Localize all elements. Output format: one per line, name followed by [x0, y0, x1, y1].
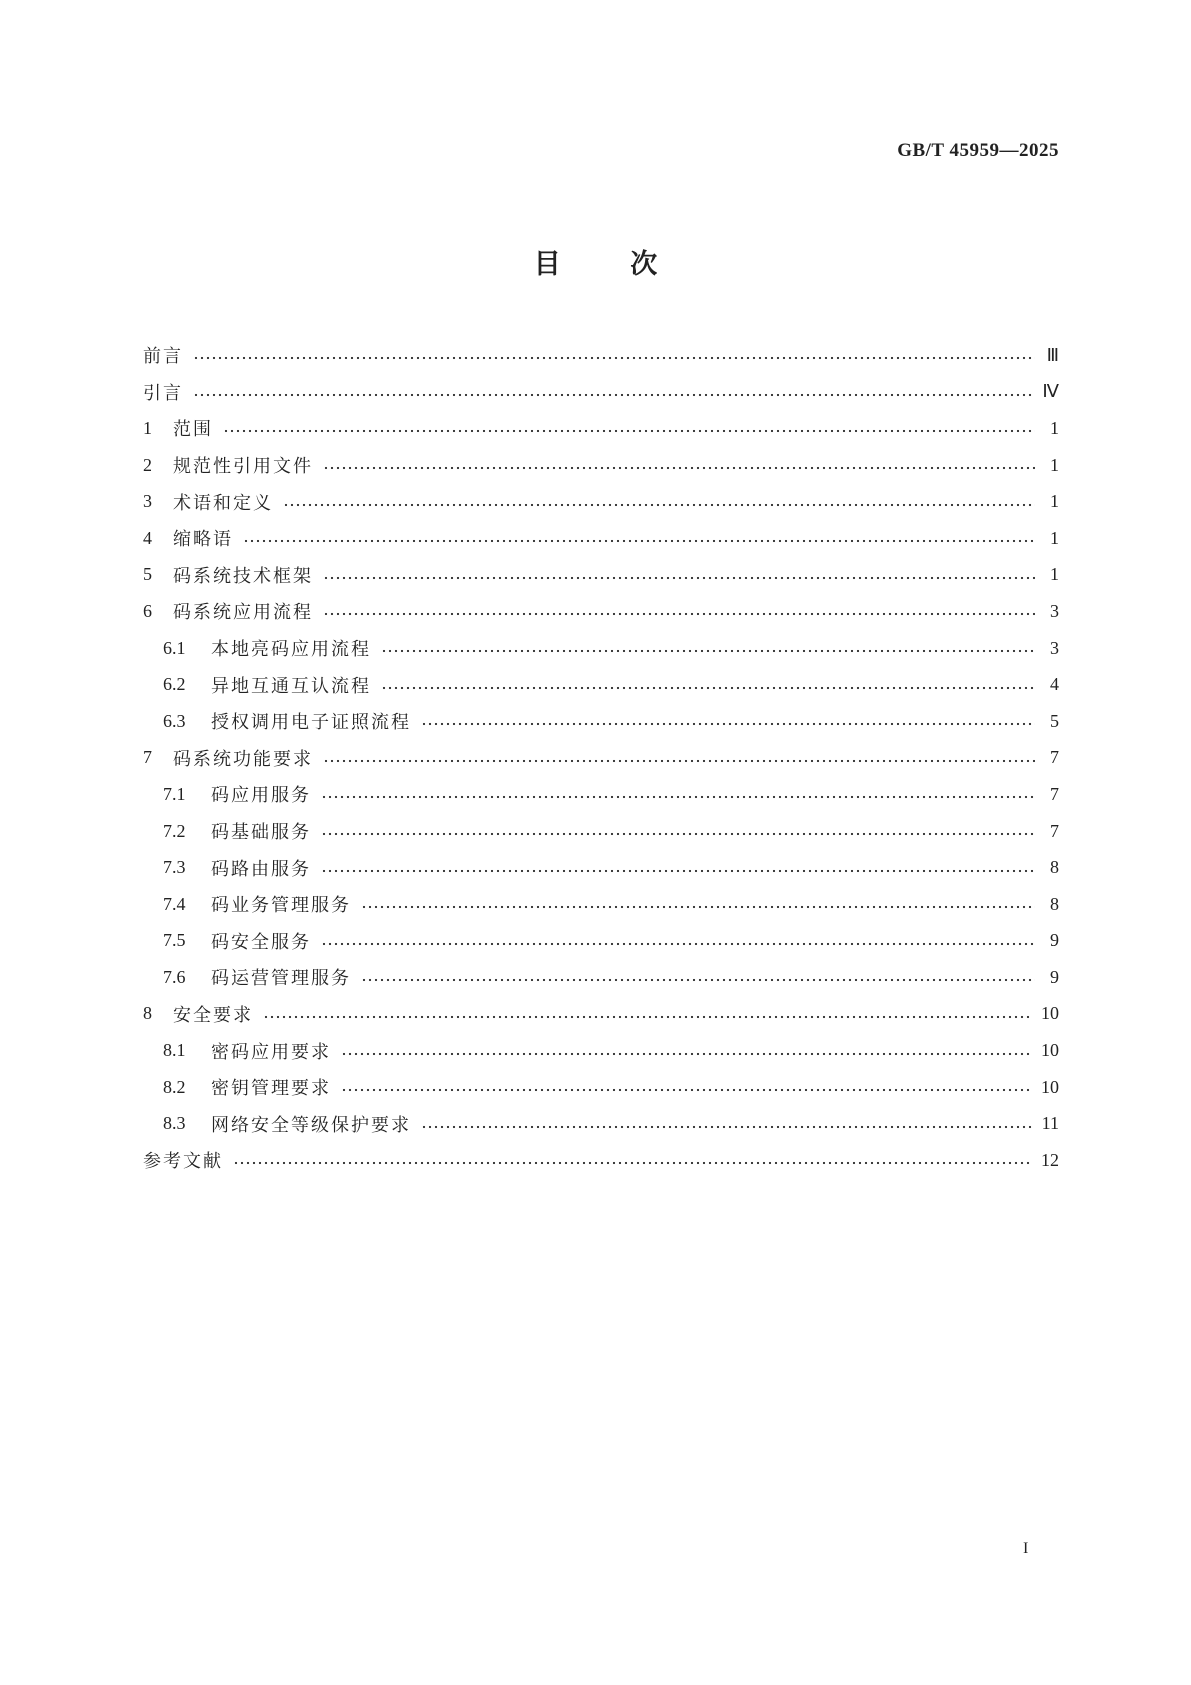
toc-entry-label: 码安全服务: [211, 931, 311, 953]
toc-entry-label: 码业务管理服务: [211, 895, 351, 917]
toc-entry-number: 6.1: [163, 637, 186, 658]
toc-entry-page: 12: [1041, 1149, 1059, 1170]
toc-entry[interactable]: [143, 447, 1059, 484]
toc-entry-label: 网络安全等级保护要求: [211, 1114, 411, 1136]
toc-entry-page: 3: [1050, 600, 1059, 621]
toc-entry-page: Ⅳ: [1042, 381, 1059, 402]
toc-entry-page: 7: [1050, 783, 1059, 804]
toc-entry-page: 5: [1050, 710, 1059, 731]
dot-leader: [321, 795, 1035, 799]
dot-leader: [323, 759, 1035, 763]
toc-entry-label: 码系统技术框架: [173, 565, 313, 587]
toc-entry-number: 7.3: [163, 857, 186, 878]
toc-entry[interactable]: [143, 776, 1059, 813]
toc-entry-number: 7: [143, 747, 152, 768]
toc-entry-number: 6.2: [163, 674, 186, 695]
toc-entry-label: 缩略语: [173, 529, 233, 551]
toc-entry-page: 1: [1050, 491, 1059, 512]
toc-entry-number: 4: [143, 527, 152, 548]
dot-leader: [323, 466, 1035, 470]
toc-entry-label: 范围: [173, 419, 213, 441]
toc-entry-number: 1: [143, 417, 152, 438]
toc-entry-page: 7: [1050, 747, 1059, 768]
toc-entry[interactable]: [143, 593, 1059, 630]
toc-entry-page: 8: [1050, 857, 1059, 878]
toc-entry-number: 2: [143, 454, 152, 475]
table-of-contents: [143, 337, 1059, 1179]
toc-entry[interactable]: [143, 923, 1059, 960]
toc-entry-number: 8.1: [163, 1040, 186, 1061]
dot-leader: [323, 576, 1035, 580]
toc-entry-label: 码基础服务: [211, 822, 311, 844]
dot-leader: [321, 942, 1035, 946]
toc-entry-label: 码运营管理服务: [211, 968, 351, 990]
dot-leader: [321, 832, 1035, 836]
toc-entry-label: 密码应用要求: [211, 1041, 331, 1063]
dot-leader: [193, 356, 1035, 360]
toc-entry[interactable]: [143, 337, 1059, 374]
toc-entry-label: 前言: [143, 346, 183, 368]
toc-entry[interactable]: [143, 1069, 1059, 1106]
toc-entry[interactable]: [143, 1142, 1059, 1179]
dot-leader: [223, 429, 1035, 433]
toc-entry-label: 密钥管理要求: [211, 1078, 331, 1100]
toc-entry-label: 码系统应用流程: [173, 602, 313, 624]
toc-entry-label: 码路由服务: [211, 858, 311, 880]
dot-leader: [361, 905, 1035, 909]
toc-entry[interactable]: [143, 849, 1059, 886]
dot-leader: [421, 722, 1035, 726]
toc-entry-label: 引言: [143, 382, 183, 404]
title-char: 目: [533, 249, 561, 280]
toc-entry[interactable]: [143, 813, 1059, 850]
dot-leader: [193, 393, 1032, 397]
toc-entry-number: 3: [143, 491, 152, 512]
page-number: I: [1023, 1540, 1029, 1557]
toc-entry-label: 安全要求: [173, 1004, 253, 1026]
toc-entry-page: 10: [1041, 1003, 1059, 1024]
toc-entry-label: 术语和定义: [173, 492, 273, 514]
dot-leader: [263, 1015, 1031, 1019]
toc-entry-number: 8: [143, 1003, 152, 1024]
dot-leader: [233, 1161, 1031, 1165]
toc-entry-page: 10: [1041, 1040, 1059, 1061]
toc-entry[interactable]: [143, 996, 1059, 1033]
dot-leader: [381, 649, 1035, 653]
toc-entry-page: 4: [1050, 674, 1059, 695]
toc-entry[interactable]: [143, 1105, 1059, 1142]
toc-entry[interactable]: [143, 740, 1059, 777]
toc-entry-page: 7: [1050, 820, 1059, 841]
toc-entry[interactable]: [143, 630, 1059, 667]
toc-entry-label: 异地互通互认流程: [211, 675, 371, 697]
toc-entry-number: 7.4: [163, 893, 186, 914]
toc-entry-label: 本地亮码应用流程: [211, 639, 371, 661]
toc-entry-number: 7.2: [163, 820, 186, 841]
dot-leader: [283, 503, 1035, 507]
toc-entry-number: 6: [143, 600, 152, 621]
toc-entry-page: 9: [1050, 966, 1059, 987]
toc-entry-number: 7.1: [163, 783, 186, 804]
dot-leader: [421, 1125, 1032, 1129]
toc-entry-page: 8: [1050, 893, 1059, 914]
dot-leader: [361, 978, 1035, 982]
toc-entry[interactable]: [143, 666, 1059, 703]
toc-entry-page: 1: [1050, 564, 1059, 585]
toc-entry[interactable]: [143, 483, 1059, 520]
title-char: 次: [630, 249, 658, 280]
toc-entry-page: Ⅲ: [1046, 344, 1059, 365]
toc-entry-page: 10: [1041, 1076, 1059, 1097]
toc-entry-label: 码应用服务: [211, 785, 311, 807]
toc-entry-page: 1: [1050, 417, 1059, 438]
toc-entry[interactable]: [143, 557, 1059, 594]
toc-entry[interactable]: [143, 703, 1059, 740]
toc-entry-number: 8.2: [163, 1076, 186, 1097]
toc-entry-page: 11: [1041, 1113, 1059, 1134]
toc-entry-number: 5: [143, 564, 152, 585]
toc-entry[interactable]: [143, 520, 1059, 557]
toc-entry-page: 9: [1050, 930, 1059, 951]
toc-entry-label: 规范性引用文件: [173, 456, 313, 478]
document-code: GB/T 45959—2025: [897, 140, 1059, 161]
toc-entry-number: 7.6: [163, 966, 186, 987]
toc-entry-label: 码系统功能要求: [173, 748, 313, 770]
toc-entry[interactable]: [143, 1032, 1059, 1069]
toc-entry-label: 授权调用电子证照流程: [211, 712, 411, 734]
toc-entry[interactable]: [143, 410, 1059, 447]
dot-leader: [381, 686, 1035, 690]
toc-entry[interactable]: [143, 374, 1059, 411]
toc-entry-number: 7.5: [163, 930, 186, 951]
dot-leader: [243, 539, 1035, 543]
dot-leader: [341, 1052, 1031, 1056]
toc-entry-page: 3: [1050, 637, 1059, 658]
toc-entry-label: 参考文献: [143, 1151, 223, 1173]
dot-leader: [321, 869, 1035, 873]
toc-entry-page: 1: [1050, 454, 1059, 475]
page-title: [0, 242, 1191, 281]
toc-entry-number: 6.3: [163, 710, 186, 731]
dot-leader: [341, 1088, 1031, 1092]
toc-entry-number: 8.3: [163, 1113, 186, 1134]
dot-leader: [323, 612, 1035, 616]
toc-entry[interactable]: [143, 886, 1059, 923]
toc-entry[interactable]: [143, 959, 1059, 996]
toc-entry-page: 1: [1050, 527, 1059, 548]
